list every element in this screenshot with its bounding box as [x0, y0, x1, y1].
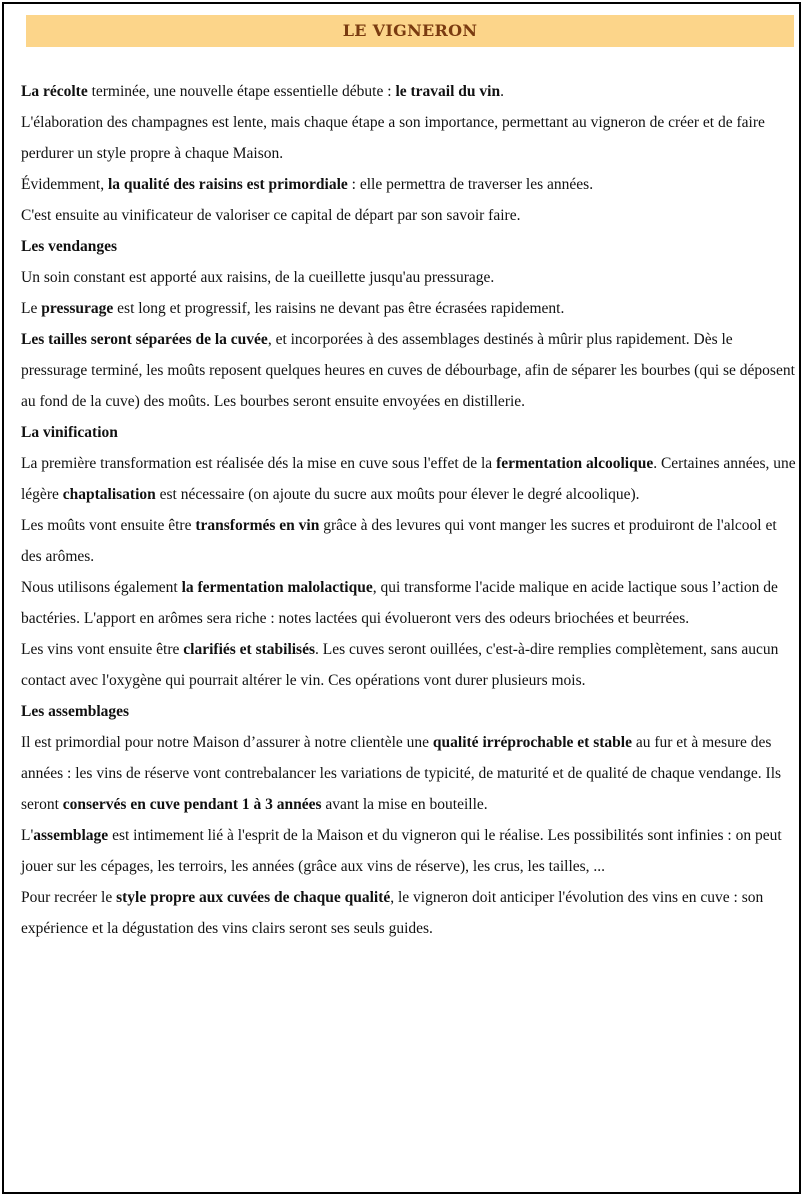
paragraph-mouts [21, 510, 796, 572]
text: est long et progressif, les raisins ne devant pas être écrasées rapidement. [113, 300, 565, 317]
text: Nous utilisons également [21, 579, 182, 596]
bold-text: le travail du vin [395, 83, 501, 100]
bold-text: assemblage [33, 827, 109, 844]
bold-text: qualité irréprochable et stable [432, 734, 632, 751]
bold-text: la fermentation malolactique [181, 579, 373, 596]
bold-text: transformés en vin [195, 517, 320, 534]
text: au fur et à mesure des années : les vins de réserve vont contrebalancer les variations de typicité, de maturité et de qualité de chaque vendange. Ils seront [21, 734, 782, 813]
text: , et incorporées à des assemblages destinés à mûrir plus rapidement. Dès le pressurage terminé, les moûts reposent quelques heures en cuves de débourbage, afin de séparer les bourbes (qui se déposent au fond de la cuve) des moûts. Les bourbes seront ensuite envoyées en distillerie. [21, 331, 795, 410]
text: Le [21, 300, 42, 317]
bold-text: chaptalisation [62, 486, 156, 503]
paragraph-recreer [21, 882, 796, 944]
section-heading-vendanges: Les vendanges [21, 238, 118, 255]
text: est nécessaire (on ajoute du sucre aux moûts pour élever le degré alcoolique). [155, 486, 640, 503]
text: avant la mise en bouteille. [321, 796, 488, 813]
bold-text: pressurage [41, 300, 114, 317]
bold-text: style propre aux cuvées de chaque qualité [116, 889, 391, 906]
section-heading-assemblages: Les assemblages [21, 703, 130, 720]
bold-text: la qualité des raisins est primordiale [107, 176, 348, 193]
paragraph-transformation [21, 448, 796, 510]
document-page [2, 2, 801, 1194]
section-heading-vinification: La vinification [21, 424, 118, 441]
bold-text: Les tailles seront séparées de la cuvée [21, 331, 268, 348]
paragraph-clarifies [21, 634, 796, 696]
text: est intimement lié à l'esprit de la Maison et du vigneron qui le réalise. Les possibilités sont infinies : on peut jouer sur les cépages, les terroirs, les années (grâce aux vins de réserve), les crus, les tailles, ... [21, 827, 782, 875]
text: Évidemment, [21, 176, 108, 193]
text: Il est primordial pour notre Maison d’assurer à notre clientèle une [21, 734, 433, 751]
paragraph-pressurage [21, 293, 796, 324]
text: L' [21, 827, 34, 844]
text: grâce à des levures qui vont manger les sucres et produiront de l'alcool et des arômes. [21, 517, 777, 565]
text: La première transformation est réalisée dés la mise en cuve sous l'effet de la [21, 455, 497, 472]
paragraph-tailles [21, 324, 796, 417]
text: Les moûts vont ensuite être [21, 517, 196, 534]
text: terminée, une nouvelle étape essentielle débute : [87, 83, 396, 100]
page-title: LE VIGNERON [26, 15, 794, 47]
text: : elle permettra de traverser les années. [347, 176, 594, 193]
document-body [21, 76, 796, 944]
text: Les vins vont ensuite être [21, 641, 184, 658]
text: , le vigneron doit anticiper l'évolution des vins en cuve : son expérience et la dégustation des vins clairs seront ses seuls guides. [21, 889, 764, 937]
paragraph-intro [21, 76, 796, 107]
paragraph-soin: Un soin constant est apporté aux raisins, de la cueillette jusqu'au pressurage. [21, 269, 495, 286]
paragraph-evidemment [21, 169, 796, 200]
paragraph-assemblage [21, 820, 796, 882]
paragraph-vinificateur: C'est ensuite au vinificateur de valoriser ce capital de départ par son savoir faire. [21, 207, 521, 224]
text: , qui transforme l'acide malique en acide lactique sous l’action de bactéries. L'apport en arômes sera riche : notes lactées qui évolueront vers des odeurs briochées et beurrées. [21, 579, 778, 627]
text: . [500, 83, 504, 100]
paragraph-elaboration: L'élaboration des champagnes est lente, mais chaque étape a son importance, permettant au vigneron de créer et de faire perdurer un style propre à chaque Maison. [21, 114, 765, 162]
bold-text: clarifiés et stabilisés [183, 641, 316, 658]
paragraph-malolactique [21, 572, 796, 634]
paragraph-primordial [21, 727, 796, 820]
bold-text: La récolte [21, 83, 88, 100]
text: . Certaines années, une légère [21, 455, 796, 503]
text: . Les cuves seront ouillées, c'est-à-dire remplies complètement, sans aucun contact avec l'oxygène qui pourrait altérer le vin. Ces opérations vont durer plusieurs mois. [21, 641, 779, 689]
bold-text: fermentation alcoolique [496, 455, 654, 472]
bold-text: conservés en cuve pendant 1 à 3 années [62, 796, 322, 813]
text: Pour recréer le [21, 889, 117, 906]
